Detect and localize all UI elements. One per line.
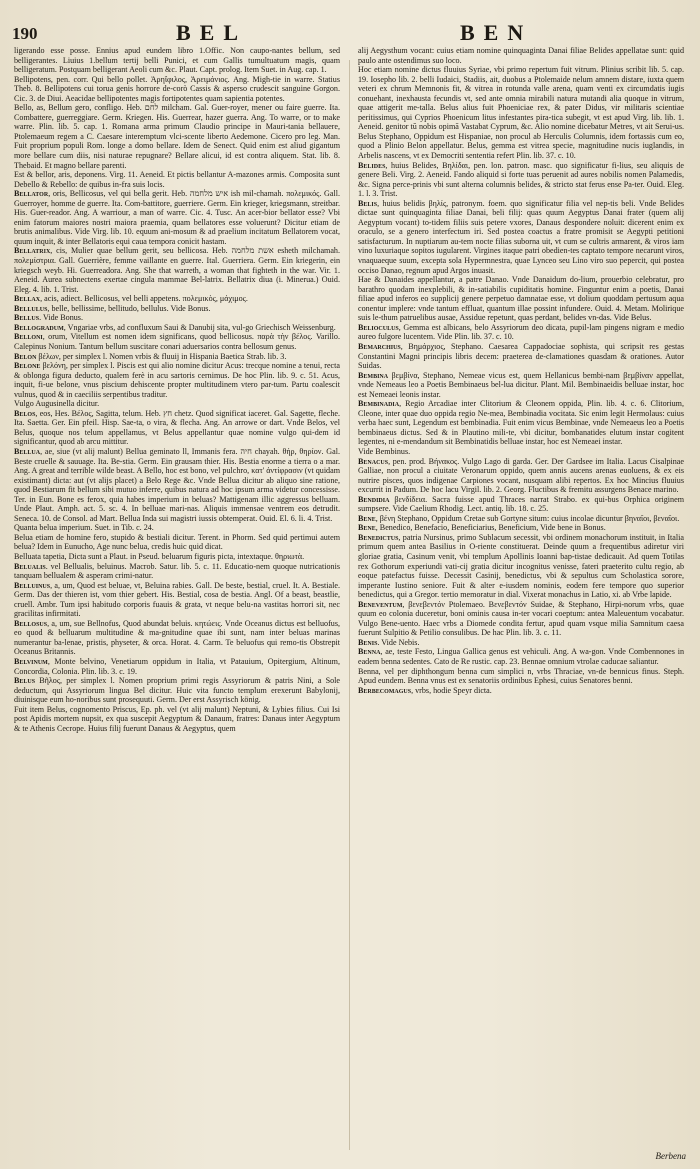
dictionary-entry xyxy=(14,447,340,523)
dictionary-entry xyxy=(358,523,684,533)
entry-headword: Belluinus xyxy=(14,580,51,590)
dictionary-entry xyxy=(358,65,684,160)
entry-text: . Vide Bonus. xyxy=(39,313,83,323)
left-running-head: BEL xyxy=(176,20,248,45)
dictionary-entry xyxy=(14,103,340,170)
entry-headword: Benacus xyxy=(358,456,389,466)
column-divider xyxy=(349,60,350,1150)
dictionary-entry xyxy=(14,676,340,705)
entry-text: , ae, siue (vt alij malunt) Bellua geminato ll, Immanis fera. חיה chayah. θήρ, θηρίον. Gal. Beste cruelle & sauuage. Ita. Be-stia. Germ. Ein grausam thier. His. Bestia enorme a tierra o a mar. Ang. A great and terrible wilde beast. A Bello, hoc est bono, vel pulchro, κατ' ἀντίφρασιν (vt quidam existimant) dicta: aut (vt alijs placet) a Belo Rege &c. Vnde Bellua dicitur ab aliquo sine ratione, quod Bestiarum fit bellum sibi mutuo inferre, quibus natura ad hoc ipsum arma videtur concessisse. Ter. in Eun. Bone es ferox, quia habes imperium in beluas? Mattigenam illic aggressus belluam. Unde Plaut. Amph. act. 5. sc. 4. In belluae mari-nas. Aliquis immensae ventrem eos detrudit. Seneca. 10. de Consol. ad Mart. Bellua Inda sui magistri iussis obtemperat. Ouid. El. 6. li. 4. Trist. xyxy=(14,446,340,523)
dictionary-entry xyxy=(14,523,340,533)
entry-headword: Bellus xyxy=(14,313,40,323)
dictionary-entry xyxy=(358,342,684,371)
entry-text: , cis, Mulier quae bellum gerit, seu bellicosa. Heb. אשת מלחמה esheth milchamah. πολεμίστρια. Gall. Guerrière, femme vaillante en guerre. Ital. Guerriera. Germ. Ein kriegerin, ein kriegsch weyb. Hi. Guerreadora. Ang. She that warreth, a woman that fighteth in the war. Vir. 1. Aeneid. Aurea subnectens exertae cingula mammae Bel-latrix. Bellatrix diua (i. Minerua.) Ouid. Eleg. 4. lib. 1. Trist. xyxy=(14,246,340,294)
entry-text: Vide Bembinus. xyxy=(358,446,411,456)
entry-text: , acis, adiect. Bellicosus, vel belli appetens. πολεμικὸς, μάχιμος. xyxy=(40,294,248,304)
entry-headword: Bemarchius xyxy=(358,341,401,351)
entry-text: Bello, as, Bellum gero, confligo. Heb. לחם milcham. Gal. Guer-royer, mener ou faire guerre. Ita. Combattere, guerreggiare. Germ. Kriegen. His. Guerrear, hazer guerra. Ang. To warre, or to make warre. Plin. lib. 5. cap. 1. Romana arma primum Claudio principe in Mauri-tania bellauere, Ptolemaeum regem a C. Caesare interemptum vlci-scente liberto Aedemone. Cicero pro leg. Man. Fuit proprium populi Rom. longe a domo bellare. Idem de Senect. Quid enim est aliud gigantum more bellare cum diis, nisi naturae repugnare? Bellare alicui, id est contra aliquem. Stat. lib. 8. Thebaid. Et magno bellare parenti. xyxy=(14,103,340,170)
entry-headword: Bellax xyxy=(14,294,41,304)
left-column xyxy=(14,46,340,1156)
entry-text: , Vngariae vrbs, ad confluxum Saui & Danubij sita, vul-go Griechisch Weissenburg. xyxy=(63,322,336,332)
entry-headword: Bembina xyxy=(358,370,389,380)
entry-text: , βένη Stephano, Oppidum Cretae sub Gortyne situm: cuius incolae dicuntur βηναῖοι, βεναῖοι. xyxy=(375,513,680,523)
entry-text: Vulgo Augusinella dicitur. xyxy=(14,399,100,409)
entry-headword: Bellulus xyxy=(14,303,48,313)
entry-headword: Belides xyxy=(358,160,386,170)
dictionary-entry xyxy=(358,600,684,638)
entry-headword: Belualis xyxy=(14,561,46,571)
entry-text: Benna, vel per diphthongum benna cum simplici n, vrbs Thraciae, vn-de bennicus finus. Steph. Apud eundem. Benna vnus est ex senatoriis ordinibus Ephesi, cuius Senatores benni. xyxy=(358,666,684,686)
right-column xyxy=(358,46,684,1156)
entry-text: Βῆλος, per simplex l. Nomen proprium primi regis Assyriorum & patris Nini, a Sole deductum, qui Assyriorum lingua Bel dicitur. Huic vita functo templum erexerunt Babylonij, diuinisque eum ho-noribus sunt prosequuti. Germ. Der erst Assyrisch könig. xyxy=(14,676,340,705)
entry-headword: Bembinadia xyxy=(358,399,400,409)
dictionary-entry xyxy=(358,638,684,648)
entry-text: Hae & Danaides appellantur, a patre Danao. Vnde Danaidum do-lium, prouerbio celebratur, pro barathro quodam inexplebili, & in-satiabilis cupiditatis homine. Finguntur enim a poetis, Danai filiae apud inferos eo supplicij genere perpetuo damnatae esse, vt dolium quoddam pertusum aqua conentur implere: vnde tantum effluat, quantum illae possint infundere. Ouid. 4. Metam. Molirique suis le-thum patruelibus ausae, Assidue repetunt, quas perdant, belides vn-das. Vide Belus. xyxy=(358,275,684,323)
entry-text: . Vide Nebis. xyxy=(377,637,420,647)
entry-headword: Bellua xyxy=(14,446,41,456)
dictionary-entry xyxy=(14,294,340,304)
dictionary-entry xyxy=(14,399,340,409)
entry-headword: Belone xyxy=(14,361,41,371)
dictionary-entry xyxy=(358,533,684,600)
dictionary-entry xyxy=(358,447,684,457)
dictionary-entry xyxy=(358,371,684,400)
entry-text: , eos, Hes. Βέλος, Sagitta, telum. Heb. חץ chetz. Quod significat iaceret. Gal. Sagette, fleche. Ita. Saetta. Ger. Ein pfeil. Hisp. Sae-ta, o vira, & flecha. Ang. An arrowe or dart. Vnde Belos, vel Belus, quoque nos telum appellamus, vt Belus appellantur quae nomine vulgo qui-dem id significantur, quod ab arcu mittitur. xyxy=(14,408,340,447)
dictionary-entry xyxy=(14,552,340,562)
dictionary-entry xyxy=(358,495,684,514)
dictionary-entry xyxy=(14,46,340,75)
entry-headword: Bellatrix xyxy=(14,246,51,256)
dictionary-entry xyxy=(358,199,684,275)
entry-headword: Bellosus xyxy=(14,618,48,628)
entry-text: , vrbs, hodie Speyr dicta. xyxy=(411,685,492,695)
dictionary-entry xyxy=(358,686,684,696)
entry-headword: Benis xyxy=(358,637,378,647)
dictionary-entry xyxy=(358,161,684,199)
entry-text: βέλων, per simplex l. Nomen vrbis & fluuij in Hispania Baetica Strab. lib. 3. xyxy=(36,351,287,361)
entry-text: . vel Bellualis, beluinus. Macrob. Satur. lib. 5. c. 11. Educatio-nem quoque nutricationis tanquam bellualem & asperam crimi-natur. xyxy=(14,561,340,581)
dictionary-entry xyxy=(14,246,340,294)
entry-text: Est & bellor, aris, deponens. Virg. 11. Aeneid. Et pictis bellantur A-mazones armis. Composita sunt Debello & Rebello: de quibus in-fra suis locis. xyxy=(14,170,340,189)
entry-text: βελόνη, per simplex l. Piscis est qui alio nomine dicitur Acus: trecque nomine a tenui, recta & oblonga figura deducto, qualem ferè in acu sartoris cernimus. De hoc Plin. lib. 9. c. 51. Acus, inquit, fi-ue belone, vnus piscium dehiscente propter multitudinem vtero par-tum. Partu coalescit vulnus, quod & in caeciliis serpentibus traditur. xyxy=(14,361,340,399)
dictionary-entry xyxy=(358,323,684,342)
dictionary-entry xyxy=(14,189,340,246)
entry-headword: Benna xyxy=(358,647,381,657)
dictionary-entry xyxy=(14,332,340,351)
entry-text: Quanta belua imperium. Suet. in Tib. c. 24. xyxy=(14,523,154,533)
entry-text: , huius belidis βηλίς, patronym. foem. quo significatur filia vel nep-tis beli. Vnde Belides dictae sunt quinquaginta filiae Danai, beli filij: quas quum Aegyptus Danai frater (quem alij Aegyptum vocant) to-tidem filiis suis petere vxores, Danaus despondere noluit: dicerent enim ex oraculo, se a genero interfectum iri. Sed postea coactus a fratre promisit se Aegypti petitioni satisfacturum. In nuptiarum au-tem nocte filias suborna uit, vt cum se cultris armarent, & viros iam vino luxuriaque sopitos iugularent. Virgines itaque patri obedien-tes captato tempore necarunt viros, vnaquaeque suum, excepta sola Hypermnestra, quae Lynceo seu Lino viro suo pepercit, qui postea occiso Danao, regnum apud Argos inuasit. xyxy=(358,198,684,275)
entry-text: , patria Nursinus, primo Sublacum secessit, vbi ordinem monachorum instituit, in Italia primum quem antea Basilius in O-riente constituerat. Deinde quum a frequentibus adiretur viri gloriae gratia, Casinum venit, vbi templum Apollinis Ioanni bap-tistae dedicauit. Ad quem Totilas rex Gothorum experiundi vati-cij gratia dicitur incognitus venisse, fateri praeterito cultu regio, ab eoque patefactus fuisse. Decessit Casinij, benedictus, vbi & sepultus cum Scholastica sorore, imperante Iustino seniore. Fuit & alter e-iusdem nominis, eodem fere tempore quo superior benedictus, qui a Gregor. tertio memoratur in dial. Vixerat monachus in Latio, xi. ab Vrbe lapide. xyxy=(358,532,684,600)
entry-headword: Benedictus xyxy=(358,532,399,542)
entry-text: , a, um, Quod est beluae, vt, Beluina rabies. Gall. De beste, bestial, cruel. It. A. Bestiale. Germ. Das der thieren ist, vom thier gebert. His. Bestial, cosa de bestia. Angl. Of a beast, beastlie, cruell. Ambr. Tum ipsi habitudo corporis fuauis & grata, vt neque belu-na vastitas horrori sit, nec gracilitas infirmitati. xyxy=(14,580,340,619)
entry-headword: Belos xyxy=(14,408,36,418)
entry-text: , Benedico, Benefacio, Beneficiarius, Beneficium, Vide bene in Bonus. xyxy=(375,523,606,533)
right-running-head: BEN xyxy=(460,20,533,45)
entry-text: alij Aegysthum vocant: cuius etiam nomine quinquaginta Danai filiae Belides appellatae sunt: quid paulo ante ostendimus suo loco. xyxy=(358,46,684,65)
entry-text: βενδίδεια. Sacra fuisse apud Thraces narrat Strabo. ex qui-bus Orphica originem sumpsere. Vide Caelium Rhodig. Lect. antiq. lib. 18. c. 25. xyxy=(358,494,684,514)
entry-headword: Belus xyxy=(14,676,36,686)
dictionary-entry xyxy=(358,275,684,323)
entry-text: Hoc etiam nomine dictus fluuius Syriae, vbi primo repertum fuit vitrum. Plinius scribit lib. 5. cap. 19. Iosepho lib. 2. belli Iudaici, Stadiis, ait, duobus a Ptolemaide nelum amnem distare, iuxta quem veteri ex chrum Memnonis fit, & vitrea in rotunda valle arena, quam venti ex circumdatis iugis conuehant, inexhausta fecundis vt, sed ante omnia mirabili natura mutandi alia quoque in vitrum, quae attigerit me-talla. Belus alius fuit Phoeniciae rex, & pater Didus, vir militaris scientiae peritissimus, qui Cyprios Phoenicum litus infestantes pira-tica subegit, vt est apud Virg. lib. lib. 1. Aeneid. genitor tū nobis opimā Vastabat Cyprum, &c. Alio nomine dicebatur Metres, vt ait Serui-us. Belus Stephano, Oppidum est Hispaniae, non procul ab Herculis Columnis, idem fortassis cum eo, quod a Plinio Belon appellatur. Belus, gemma est vitrea specie, magnitudine nucis iuglandis, in Arbelis nascens, vt ex Democriti sententia refert Plin. lib. 37. c. 10. xyxy=(358,65,684,161)
catchword: Berbena xyxy=(655,1151,686,1161)
page-header xyxy=(0,10,700,46)
entry-text: , belle, bellissime, bellitudo, bellulus. Vide Bonus. xyxy=(47,303,211,313)
entry-text: , Gemma est albicans, belo Assyriorum deo dicata, pupil-lam pingens nigram e medio aureo fulgore lucentem. Vide Plin. lib. 37. c. 10. xyxy=(358,322,684,342)
dictionary-entry xyxy=(14,170,340,189)
dictionary-entry xyxy=(14,619,340,657)
dictionary-entry xyxy=(358,457,684,495)
dictionary-entry xyxy=(14,657,340,676)
dictionary-entry xyxy=(14,352,340,362)
dictionary-entry xyxy=(14,361,340,399)
entry-text: , ae, teste Festo, Lingua Gallica genus est vehiculi. Ang. A wa-gon. Vnde Combennones in eadem benna sedentes. Cato de Re rustic. cap. 23. Bennae omnium vtrolae caducae saliantur. xyxy=(358,647,684,666)
dictionary-entry xyxy=(358,399,684,447)
entry-headword: Belvinum xyxy=(14,657,48,666)
entry-text: Bellipotens, pen. corr. Qui bello pollet. Ἀρηΐφιλος, Ἀρειμάνιος. Ang. Migh-tie in warre. Statius Theb. 8. Bellipotens cui torua genis horrore de-corò Cassis & asperso crudescit sanguine Gorgon. Cic. 3. de Diui. Aeacidae bellipotentes magis fortipotentes quam sapientia potentes. xyxy=(14,74,340,103)
dictionary-entry xyxy=(14,562,340,581)
entry-text: βεμβίνα, Stephano, Nemeae vicus est, quem Hellanicus bembi-nam βεμβίναν appellat, vnde Nemeaus leo a Poetis Bembinaeus bel-lua dicitur. Plant. Mil. Bembinaeidis belluae instar, hoc est Nemeaei leonis instar. xyxy=(358,370,684,399)
entry-text: , huius Belides, Βηλίδαι, pen. lon. patron. masc. quo significatur fi-lius, seu aliquis de genere Beli. Virg. 2. Aeneid. Fando aliquid si forte tuas peruenit ad aures nobilis nomen Palamedis, &c. Signa perce-prinis vbi sunt alterna columnis belides, & stricto stat ferus ense Pa-ter. Ouid. Eleg. 1. l. 3. Trist. xyxy=(358,160,684,199)
dictionary-entry xyxy=(358,647,684,666)
entry-text: , βενεβεντόν Ptolemaeo. Βενεβεντόν Suidae, & Stephano, Hirpi-norum vrbs, quae quum eo colonia duceretur, boni ominis causa in-ter vocari coeptum: antea Maleuentum vocabatur. Vulgo Bene-uento. Haec vrbs a Diomede condita fertur, apud quam vsque milia Samnitum caesa fuerunt Sulpitio & Petilio consulibus. De hac Plin. lib. 3. c. 11. xyxy=(358,599,684,638)
entry-headword: Belon xyxy=(14,351,37,361)
dictionary-entry xyxy=(14,75,340,104)
entry-headword: Bene xyxy=(358,513,376,523)
entry-headword: Bendidia xyxy=(358,494,390,504)
entry-text: , pen. prod. Βήνακος. Vulgo Lago di garda. Ger. Der Gardsee im Italia. Lacus Cisalpinae Galliae, non procul a ciuitate Veronarum oppido, quem annis aucens arenas euoluens, & ex eis nutrire pisces, quos indigenae Carpiones vocant, nusquam alibi repertos. Ex hoc Mincius fluuius excurrit in Padum. De hoc lacu Virgil. lib. 2. Georg. Fluctibus & fremitu assurgens Benace marino. xyxy=(358,456,684,495)
entry-text: Belluata tapetia, Dicta sunt a Plaut. in Pseud. beluarum figuris picta, intextaque. θηριωτὰ. xyxy=(14,551,305,561)
dictionary-entry xyxy=(14,533,340,552)
dictionary-entry xyxy=(358,514,684,524)
entry-text: , Regio Arcadiae inter Clitorium & Cleonem oppida, Plin. lib. 4. c. 6. Clitorium, Cleone, inter quae duo oppida regio Ne-mea, Bembinadia vocitata. Sic enim legit Hermolaus: cuius verba haec sunt, Legendum est bembinadia. Fuit enim vicus Bembinae, vnde Nemeaeus leo a Poetis bembinaeus dictus. Sed & in Plautino mili-te, vbi dicitur, bombanatides elutum instar cogitent legentes, ni e-mendandum sit Bembinatidis belluae instar, hoc est Nemeaei instar. xyxy=(358,399,684,447)
dictionary-entry xyxy=(14,705,340,734)
entry-text: , orum, Vitellum est nomen idem significans, quod bellicosus. παρὰ τὴν βέλος. Varillo. Calepinus Nonium. Tantum bellum suscitare conari aduersarios contra bellosum genus. xyxy=(14,332,340,351)
entry-headword: Belioculus xyxy=(358,322,399,332)
dictionary-entry xyxy=(358,46,684,65)
dictionary-entry xyxy=(14,313,340,323)
entry-text: , a, um, sue Bellnofus, Quod abundat beluis. κητώεις. Vnde Oceanus dictus est belluofus, eo quod & belluarum multitudine & ma-gnitudine quae ibi sunt, nam inter beluas marinas numerantur ba-lenae, pristis, physeter, & orca. Horat. 4. Carm. Te beluofus qui remo-tis Obstrepit Oceanus Britannis. xyxy=(14,618,340,657)
entry-text: ligerando esse posse. Ennius apud eundem libro 1.Offic. Non caupo-nantes bellum, sed belligerantes. Liuius 1.bellum tertij belli Punici, et cum Gallis tumultuatum magis, quam belligeratum. Postquam belligerant Aeoli cum &c. Plaut. Capt. prolog. Item Suet. in Aug. cap. 1. xyxy=(14,46,340,75)
entry-headword: Bellogradum xyxy=(14,322,64,332)
entry-headword: Berbecomagus xyxy=(358,685,412,695)
entry-text: Fuit item Belus, cognomento Priscus, Ep. ph. vel (vt alij malunt) Neptuni, & Lybies filius. Cui Isi post Apidis mortem nupsit, ex qua suscepit Aegyptum & Danaum, fratres: Danaus inter Aegyptum & te Athenis Cecrope. Huius filij fuerunt Danaus & Aegyptus, quem xyxy=(14,704,340,733)
dictionary-entry xyxy=(14,304,340,314)
entry-headword: Beneventum xyxy=(358,599,403,609)
dictionary-entry xyxy=(14,409,340,447)
dictionary-entry xyxy=(14,581,340,619)
entry-text: , Monte belvino, Venetiarum oppidum in Italia, vt Patauium, Opitergium, Altinum, Concordia, Colonia. Plin. lib. 3. c. 19. xyxy=(14,657,340,676)
entry-headword: Belis xyxy=(358,198,378,208)
entry-text: Belua etiam de homine fero, stupido & bestiali dicitur. Terent. in Phorm. Sed quid pertimui autem belua? Idem in Eunucho, Age nunc belua, credis huic quid dicat. xyxy=(14,532,340,552)
entry-headword: Belloni xyxy=(14,332,43,342)
dictionary-entry xyxy=(14,323,340,333)
entry-headword: Bellator xyxy=(14,189,49,199)
entry-headword: Bene xyxy=(358,523,376,533)
dictionary-entry xyxy=(358,667,684,686)
entry-text: , oris, Bellicosus, vel qui bella gerit. Heb. איש מלחמה ish mil-chamah. πολεμικός. Gall. Guerroyer, homme de guerre. Ita. Com-battitore, guerriere. Germ. Ein krieger, kriegsmann, streitbar. His. Guer-reador. Ang. A warriour, a man of warre. Cic. 4. Tusc. An acer-bior bellator esse? Vbi enim fatorum maiores nostri maiora praemia, quam bellatores esse voluerunt? Dicitur etiam de brutis animalibus. Vide Virg. lib. 10. equum ani-mosum & ad praelium incitatum Bellatorem vocat, quum inquit, & inter Bellatoris equi caua tempora conicit hastam. xyxy=(14,189,340,246)
entry-text: , Βημάρχιος, Stephano. Caesarea Cappadociae sophista, qui scripsit res gestas Constantini Magni principis libris decem: praeterea de-clamationes quasdam & orationes. Autor Suidas. xyxy=(358,341,684,371)
page-number: 190 xyxy=(12,24,38,43)
